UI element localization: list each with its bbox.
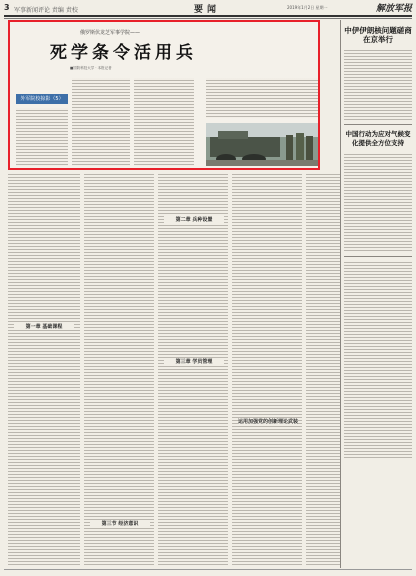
subhead: 第三节 经济意识 [90,520,150,527]
issue-date: 2019年1月2日 星期一 [287,5,328,10]
right-article-3-text [344,260,412,460]
subhead: 运用加强党的创新理论武装 [238,419,299,425]
page-number: 3 [4,3,10,12]
text-column-1 [8,172,80,567]
text-column-4 [232,172,302,567]
right-headline-2[interactable]: 中国行动为应对气候变化提供全方位支持 [345,130,411,147]
department-line: 军事新闻评论 责编 责校 [14,7,78,14]
feature-text-column [206,78,318,118]
footer-rule [4,569,412,570]
text-column-5 [306,172,340,567]
section-title: 要闻 [194,5,221,15]
right-article-2-text [344,152,412,252]
text-column-3 [158,172,228,567]
text-column-2 [84,172,154,567]
header-rule [4,15,412,17]
right-article-1-text [344,48,412,120]
subhead: 第三章 学员管理 [164,358,224,365]
feature-article-box[interactable] [8,20,320,170]
feature-text-column [16,108,68,166]
feature-photo [206,123,318,166]
feature-byline: ■国防科技大学 · 本报记者 [70,66,112,70]
series-tag[interactable]: 外军院校掠影（5） [16,94,68,104]
right-headline-1[interactable]: 中伊伊朗核问题磋商在京举行 [344,26,412,44]
feature-text-column [72,78,130,166]
subhead: 第二章 兵种设置 [164,216,224,223]
feature-text-column [134,78,194,166]
masthead-strip [4,3,412,13]
right-divider [344,124,412,125]
subhead: 第一章 基础课程 [14,323,74,330]
feature-kicker: 俄罗斯伏龙芝军事学院—— [80,30,141,36]
right-news-column [344,20,412,460]
right-divider [344,256,412,257]
feature-headline[interactable]: 死学条令活用兵 [50,43,197,63]
header-rule-thin [4,18,412,19]
column-divider [340,20,341,568]
paper-logo: 解放军报 [375,4,412,14]
